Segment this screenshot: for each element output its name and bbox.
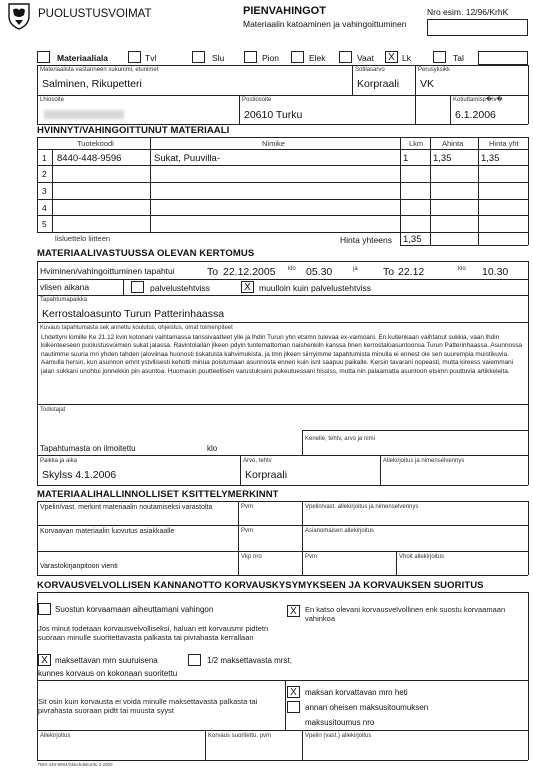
admin-sign-2: Asianomaisen allekirjoitus: [305, 528, 375, 534]
event-label: Hviminen/vahingoittuminen tapahtui: [40, 266, 175, 276]
redacted-address: [44, 110, 124, 119]
report-section-title: MATERIAALIVASTUUSSA OLEVAN KERTOMUS: [37, 248, 255, 259]
admin-vhoit: Vhoit allekirjoitus: [399, 554, 445, 560]
row-price[interactable]: 1,35: [433, 153, 452, 164]
admin-sign-1: Vpelin/vast. allekirjoitus ja nimenselvennys: [305, 504, 419, 510]
notified-klo: klo: [207, 444, 218, 453]
until-label: kunnes korvaus on kokonaan suoritettu: [38, 669, 178, 678]
whom-label: Kenelle, tehtv, arvo ja nimi: [305, 436, 375, 442]
deny-label: En katso olevani korvausvelvollinen enk suostu korvaamaan vahinkoa: [305, 605, 506, 623]
row-number: 1: [42, 153, 47, 163]
org-name: PUOLUSTUSVOIMAT: [38, 8, 152, 20]
admin-pvm-2: Pvm: [241, 528, 253, 534]
lk-label: Lk: [402, 53, 411, 63]
col-total: Hinta yht: [489, 139, 519, 148]
form-number-field[interactable]: [427, 19, 528, 36]
address-label: Lhiosoite: [40, 97, 65, 103]
materiaaliala-label: Materiaaliala: [57, 53, 109, 63]
event-date1[interactable]: 22.12.2005: [223, 266, 276, 278]
row-number: 3: [42, 186, 47, 196]
col-name: Nimike: [262, 139, 285, 148]
form-subtitle: Materiaalin katoaminen ja vahingoittuminen: [243, 19, 407, 29]
description-label: Kuvaus tapahtumasta sek annettu koulutus, ohjeistus, omat toimenpiteet: [40, 325, 233, 331]
row-number: 5: [42, 219, 47, 229]
pay-now-checkbox[interactable]: X: [287, 686, 300, 698]
tal-checkbox[interactable]: [433, 51, 446, 63]
accept-checkbox[interactable]: [38, 603, 51, 615]
between-label: vlisen aikana: [40, 282, 90, 292]
event-time1[interactable]: 05.30: [306, 266, 333, 278]
postal-label: Postiosoite: [242, 97, 272, 103]
row-number: 2: [42, 169, 47, 179]
place-date-label: Paikka ja aika: [40, 458, 78, 464]
pay-now-label: maksan korvattavan mrn heti: [305, 688, 408, 697]
pion-checkbox[interactable]: [244, 51, 257, 63]
row-code[interactable]: 8440-448-9596: [57, 153, 122, 164]
slu-label: Slu: [212, 53, 225, 63]
col-qty: Lkm: [409, 139, 424, 148]
ja-label: ja: [353, 266, 358, 272]
date-label: Kotiuttamisp�iv�: [453, 97, 503, 103]
commitment-no-label: maksusitoumus nro: [305, 718, 375, 727]
admin-pvm-3: Pvm: [305, 554, 317, 560]
half-amount-label: 1/2 maksettavasta mrst,: [207, 656, 292, 665]
name-label: Materiaalista vastanneen sukunimi, etunimet: [40, 67, 159, 73]
event-date2[interactable]: 22.12: [398, 266, 425, 278]
admin-vkp: Vkp nro: [241, 554, 262, 560]
notified-label: Tapahtumasta on ilmoitettu: [40, 444, 136, 453]
otherwise-text: Sit osin kuin korvausta ei voida minulle maksettavasta palkasta tai pivrahasta suoraan pidtt tai muusta syyst: [38, 697, 258, 715]
slu-checkbox[interactable]: [192, 51, 205, 63]
pion-label: Pion: [262, 53, 280, 63]
half-amount-checkbox[interactable]: [188, 654, 201, 666]
rank-value[interactable]: Korpraali: [357, 78, 400, 90]
vaat-checkbox[interactable]: [339, 51, 352, 63]
place-label: Tapahtumapaikka: [40, 297, 88, 303]
tvl-checkbox[interactable]: [128, 51, 141, 63]
klo-label-1: klo: [288, 266, 296, 272]
in-service-checkbox[interactable]: [131, 281, 144, 293]
admin-handover-label: Korvaavan materiaalin luovutus asiakkaalle: [40, 528, 175, 535]
commitment-label: annan oheisen maksusitoumuksen: [305, 703, 429, 712]
form-number-label: Nro esim. 12/96/KrhK: [427, 7, 509, 17]
off-service-label: muulloin kuin palvelustehtviss: [259, 283, 371, 293]
col-code: Tuotekoodi: [77, 139, 114, 148]
appendix-label: lisluettelo liitteen: [55, 234, 111, 243]
off-service-checkbox[interactable]: X: [241, 281, 254, 293]
sign-rank-label: Arvo, tehtv: [243, 458, 272, 464]
witness-label: Todistajat: [40, 407, 66, 413]
rank-label: Sotilasarvo: [355, 67, 385, 73]
comp-sign-label: Allekirjoitus: [40, 733, 71, 739]
place-value[interactable]: Kerrostaloasunto Turun Patterinhaassa: [42, 308, 225, 320]
in-service-label: palvelustehtviss: [150, 283, 211, 293]
date-value[interactable]: 6.1.2006: [455, 109, 496, 121]
unit-value[interactable]: VK: [420, 78, 435, 90]
full-amount-checkbox[interactable]: X: [38, 654, 51, 666]
comp-vp-label: Vpelin (vast.) allekirjoitus: [305, 733, 372, 739]
admin-section-title: MATERIAALIHALLINNOLLISET KSITTELYMERKINNT: [37, 489, 279, 500]
vaat-label: Vaat: [357, 53, 374, 63]
description-text[interactable]: Lhdettyni lomille Ke 21.12 kvin kotonani vaihtamassa tanssivaatteet ylle ja lhdin Turun yhn etsimn tulevaa ex-vaimoani. En kuitenkaan vaihtanut sukkia, vaan lhdin kiikenteeseen puolustusvoimien sukat jalassa. Ravintolailan jlkeen pdyin tuntemattoman naishenkiln kanssa hnen kerrostaloasuntoonsa Turun Patterinhaassa. Asunnossa nautimme suuria mri yhden tahden jaloviinaa huonosti tiskatusta kahvimukista, ja tmn jlkeen siirryimme tapahtumista minulla ei ennest ole sen suurempia muistikuvia. Aamulla hersin, kun asunnon emnt ystvllisesti kehotti minua poistumaan asunnosta ennen kuin isnt saapuu paikalle. Kersin tavarani nopeasti, mutta kireess vaiemmani jalan sukkani unohtui jonnekkin pin asuntoa. Huomasin puutteellisen varustukseni pukeutuessani hississ, mutta nin palaamatta asuntoon etsimn puuttuvia artikkeleita.: [41, 334, 523, 375]
footer-code: 7550-448-9994/Skkohdekorttu 3.2000: [37, 762, 113, 767]
postal-value[interactable]: 20610 Turku: [244, 109, 303, 121]
withhold-text: Jos minut todetaan korvausvelvolliseksi, haluan ett korvausmr pidtetn suoraan minulle suoritettavasta palkasta tai pivrahasta kerrallaan: [38, 624, 269, 642]
row-qty[interactable]: 1: [403, 153, 409, 164]
form-title: PIENVAHINGOT: [243, 5, 326, 17]
sign-rank-value[interactable]: Korpraali: [245, 469, 288, 481]
comp-paid-label: Korvaus suoritettu, pvm: [208, 733, 272, 739]
tal-label: Tal: [453, 53, 464, 63]
signature-label: Allekirjoitus ja nimenselvennys: [383, 458, 465, 464]
place-date-value[interactable]: Skylss 4.1.2006: [42, 469, 117, 481]
event-day1[interactable]: To: [207, 266, 219, 278]
elek-label: Elek: [309, 53, 326, 63]
row-number: 4: [42, 203, 47, 213]
col-price: Ahinta: [442, 139, 464, 148]
row-total[interactable]: 1,35: [481, 153, 500, 164]
event-day2[interactable]: To: [383, 266, 395, 278]
event-time2[interactable]: 10.30: [482, 266, 509, 278]
admin-pickup-label: Vpelin/vast. merkint materiaalin noutamiseksi varastolta: [40, 504, 213, 511]
crest-icon: [6, 2, 32, 30]
unit-label: Perusyksikk: [418, 67, 451, 73]
elek-checkbox[interactable]: [291, 51, 304, 63]
name-value[interactable]: Salminen, Rikupetteri: [42, 78, 142, 90]
total-value[interactable]: 1,35: [403, 234, 422, 245]
deny-checkbox[interactable]: X: [287, 605, 300, 617]
comp-section-title: KORVAUSVELVOLLISEN KANNANOTTO KORVAUSKYSYMYKSEEN JA KORVAUKSEN SUORITUS: [37, 580, 484, 591]
materiaaliala-checkbox[interactable]: [37, 51, 50, 63]
tvl-label: Tvl: [145, 53, 157, 63]
admin-inventory-label: Varastokirjanpitoon vienti: [40, 563, 118, 570]
tal-field[interactable]: [478, 51, 528, 65]
lk-checkbox[interactable]: X: [385, 51, 398, 63]
accept-label: Suostun korvaamaan aiheuttamani vahingon: [55, 605, 214, 614]
lost-section-title: HVINNYT/VAHINGOITTUNUT MATERIAALI: [37, 125, 230, 136]
commitment-checkbox[interactable]: [287, 701, 300, 713]
row-name[interactable]: Sukat, Puuvilla-: [154, 153, 221, 164]
klo-label-2: klo: [458, 266, 466, 272]
admin-pvm-1: Pvm: [241, 504, 253, 510]
total-label: Hinta yhteens: [340, 235, 392, 245]
full-amount-label: maksettavan mrn suuruisena: [55, 656, 158, 665]
